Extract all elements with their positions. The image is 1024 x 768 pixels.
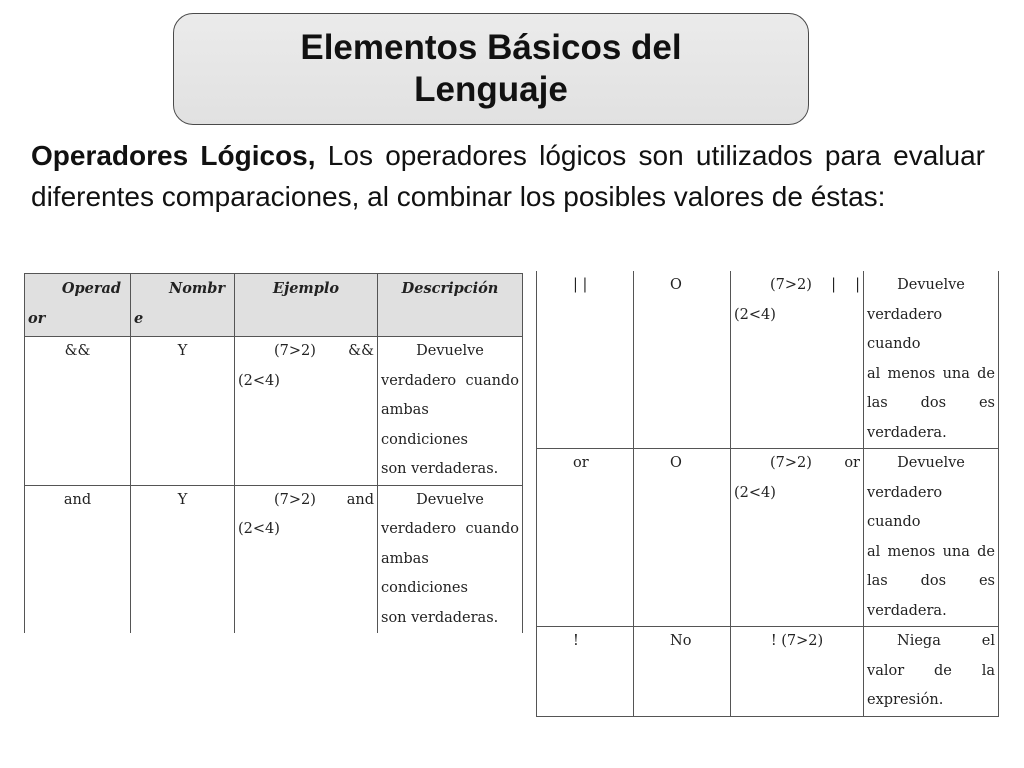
cell-operador: or [537, 449, 634, 627]
header-operador-line2: or [28, 309, 46, 327]
cell-ejemplo [731, 627, 864, 717]
cell-operador: ! [537, 627, 634, 717]
ejemplo-left: (7>2) [274, 491, 316, 508]
cell-descripcion [864, 627, 999, 717]
cell-descripcion [864, 271, 999, 449]
intro-paragraph [31, 135, 985, 217]
desc-line: las dos es [867, 395, 995, 411]
table-row [25, 337, 523, 486]
header-descripcion-text: Descripción [401, 280, 499, 297]
cell-nombre: O [634, 449, 731, 627]
cell-descripcion [864, 449, 999, 627]
cell-descripcion [378, 485, 523, 633]
cell-nombre: O [634, 271, 731, 449]
cell-operador: | | [537, 271, 634, 449]
cell-nombre: Y [131, 337, 235, 486]
intro-bold-term: Operadores Lógicos, [31, 140, 316, 171]
ejemplo-operator: and [346, 491, 374, 508]
title-line-2: Lenguaje [414, 70, 568, 109]
table-row [537, 271, 999, 449]
title-line-1: Elementos Básicos del [300, 28, 682, 67]
ejemplo-line1: ! (7>2) [770, 633, 824, 649]
desc-line: expresión. [867, 692, 944, 708]
desc-line: Devuelve [897, 455, 965, 471]
ejemplo-line1 [238, 486, 374, 516]
cell-nombre: No [634, 627, 731, 717]
header-operador [25, 274, 131, 337]
ejemplo-operator: && [348, 343, 374, 359]
table-row [537, 449, 999, 627]
desc-line: Devuelve [416, 491, 484, 508]
desc-line: verdadero cuando [867, 306, 943, 352]
cell-ejemplo [235, 485, 378, 633]
desc-line: verdadero cuando [381, 521, 519, 537]
ejemplo-operator: | | [831, 277, 860, 293]
ejemplo-line1 [734, 271, 860, 301]
desc-line: Niega el [897, 633, 995, 649]
operators-table-right [536, 271, 999, 717]
cell-operador: and [25, 485, 131, 633]
desc-line: son verdaderas. [381, 609, 499, 626]
desc-line: ambas condiciones [381, 402, 468, 448]
ejemplo-left: (7>2) [274, 343, 316, 359]
desc-line: las dos es [867, 573, 995, 589]
header-nombre-line2: e [134, 309, 144, 327]
desc-line: Devuelve [416, 343, 484, 359]
slide-title-box [173, 13, 809, 125]
header-nombre [131, 274, 235, 337]
desc-line: verdadero cuando [381, 372, 519, 389]
desc-line: al menos una de [867, 365, 995, 382]
desc-line: valor de la [867, 662, 995, 679]
cell-nombre: Y [131, 485, 235, 633]
slide-title [300, 27, 681, 111]
header-operador-line1: Operad [61, 280, 121, 297]
header-nombre-line1: Nombr [168, 280, 225, 297]
cell-descripcion [378, 337, 523, 486]
ejemplo-right: (2<4) [734, 484, 776, 501]
desc-line: verdadera. [867, 424, 947, 441]
cell-operador: && [25, 337, 131, 486]
cell-ejemplo [731, 449, 864, 627]
header-ejemplo-text: Ejemplo [272, 280, 340, 297]
table-row [25, 485, 523, 633]
desc-line: verdadero cuando [867, 484, 943, 530]
operators-table-left [24, 273, 523, 633]
ejemplo-operator: or [844, 455, 860, 471]
intro-text: Los operadores lógicos son utilizados para evaluar diferentes comparaciones, al combinar los posibles valores de éstas: [31, 140, 985, 212]
cell-ejemplo [235, 337, 378, 486]
ejemplo-line1 [734, 449, 860, 479]
table-header-row [25, 274, 523, 337]
desc-line: ambas condiciones [381, 550, 468, 596]
ejemplo-left: (7>2) [770, 455, 812, 471]
desc-line: al menos una de [867, 543, 995, 560]
desc-line: son verdaderas. [381, 461, 499, 477]
ejemplo-right: (2<4) [734, 306, 776, 323]
ejemplo-right: (2<4) [238, 372, 280, 389]
header-descripcion [378, 274, 523, 337]
cell-ejemplo [731, 271, 864, 449]
desc-line: Devuelve [897, 277, 965, 293]
header-ejemplo [235, 274, 378, 337]
table-row [537, 627, 999, 717]
desc-line: verdadera. [867, 602, 947, 619]
ejemplo-left: (7>2) [770, 277, 812, 293]
ejemplo-right: (2<4) [238, 521, 280, 537]
ejemplo-line1 [238, 337, 374, 367]
